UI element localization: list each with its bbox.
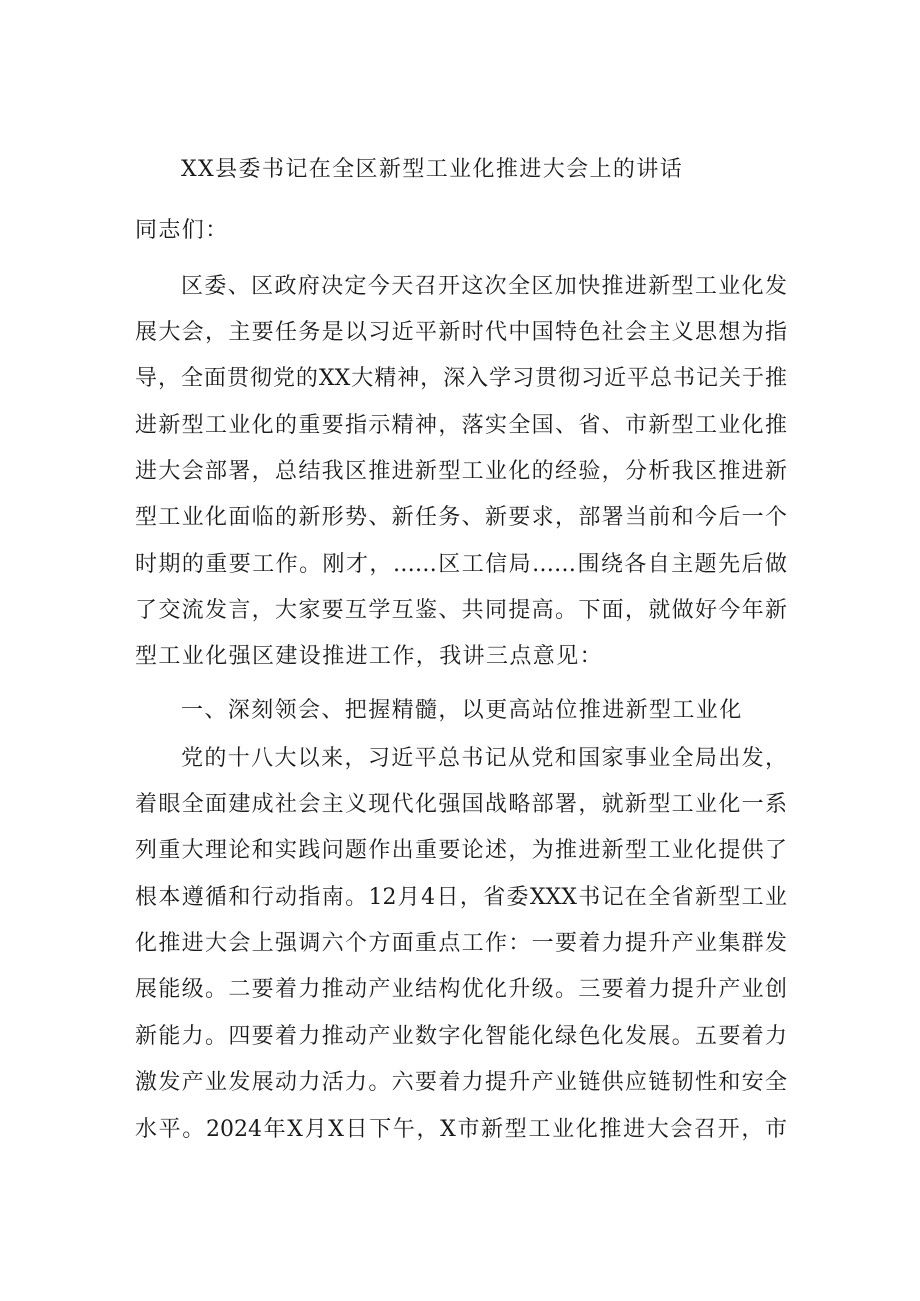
salutation: 同志们：: [135, 218, 229, 243]
paragraph-line: 根本遵循和行动指南。12月4日，省委XXX书记在全省新型工业: [135, 885, 787, 910]
paragraph-line: 党的十八大以来，习近平总书记从党和国家事业全局出发，: [181, 746, 787, 771]
paragraph-line: 展能级。二要着力推动产业结构优化升级。三要着力提升产业创: [135, 977, 787, 1002]
paragraph-line: 型工业化面临的新形势、新任务、新要求，部署当前和今后一个: [135, 505, 787, 530]
paragraph-line: 进大会部署，总结我区推进新型工业化的经验，分析我区推进新: [135, 459, 787, 484]
paragraph-line: 了交流发言，大家要互学互鉴、共同提高。下面，就做好今年新: [135, 598, 787, 623]
paragraph-line: 时期的重要工作。刚才，……区工信局……围绕各自主题先后做: [135, 552, 787, 577]
section-heading: 一、深刻领会、把握精髓，以更高站位推进新型工业化: [181, 698, 743, 723]
paragraph-line: 水平。2024年X月X日下午，X市新型工业化推进大会召开，市: [135, 1117, 787, 1142]
paragraph-line: 着眼全面建成社会主义现代化强国战略部署，就新型工业化一系: [135, 792, 787, 817]
document-title: XX县委书记在全区新型工业化推进大会上的讲话: [181, 157, 684, 182]
paragraph-line: 型工业化强区建设推进工作，我讲三点意见：: [135, 644, 604, 669]
paragraph-line: 列重大理论和实践问题作出重要论述，为推进新型工业化提供了: [135, 838, 787, 863]
paragraph-line: 区委、区政府决定今天召开这次全区加快推进新型工业化发: [181, 274, 787, 299]
paragraph-line: 导，全面贯彻党的XX大精神，深入学习贯彻习近平总书记关于推: [135, 366, 787, 391]
paragraph-line: 激发产业发展动力活力。六要着力提升产业链供应链韧性和安全: [135, 1070, 787, 1095]
paragraph-line: 展大会，主要任务是以习近平新时代中国特色社会主义思想为指: [135, 320, 787, 345]
paragraph-line: 进新型工业化的重要指示精神，落实全国、省、市新型工业化推: [135, 413, 787, 438]
paragraph-line: 化推进大会上强调六个方面重点工作：一要着力提升产业集群发: [135, 931, 787, 956]
paragraph-line: 新能力。四要着力推动产业数字化智能化绿色化发展。五要着力: [135, 1024, 787, 1049]
